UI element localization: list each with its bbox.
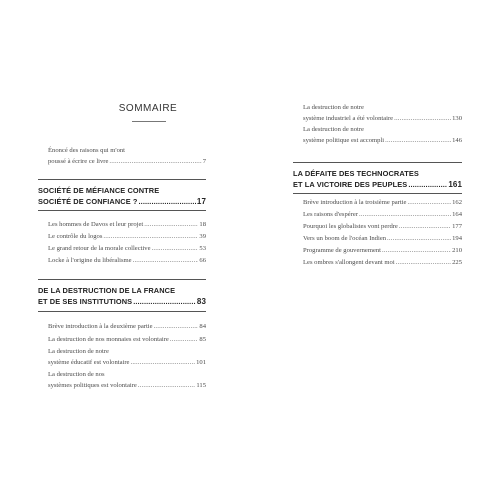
page-title: SOMMAIRE [118, 103, 178, 114]
page-number: 7 [202, 157, 206, 165]
toc-entry[interactable] [297, 103, 462, 124]
entry-text: système industriel a été volontaire [303, 114, 394, 122]
dot-leader [396, 258, 451, 269]
toc-entry[interactable] [42, 244, 206, 255]
entry-text: La destruction de notre [303, 104, 364, 111]
section-text: SOCIÉTÉ DE MÉFIANCE CONTRE [38, 186, 160, 195]
entry-text: Programme de gouvernement [303, 247, 382, 254]
entry-text: Les ombres s'allongent devant moi [303, 259, 395, 266]
dot-leader [154, 322, 199, 333]
dot-leader [139, 197, 196, 208]
section-heading-3[interactable] [293, 169, 462, 190]
toc-entry-intro[interactable] [42, 146, 206, 167]
dot-leader [109, 157, 201, 168]
toc-entry[interactable] [297, 222, 462, 233]
toc-left-column [38, 0, 206, 500]
dot-leader [408, 180, 447, 191]
toc-entry[interactable] [297, 258, 462, 269]
dot-leader [399, 222, 451, 233]
page-number: 210 [452, 247, 462, 254]
section-rule [293, 193, 462, 194]
page-number: 194 [452, 235, 462, 242]
section-rule [38, 311, 206, 312]
toc-entry[interactable] [297, 198, 462, 209]
entry-text: La destruction de notre [48, 348, 109, 355]
toc-entry[interactable] [42, 220, 206, 231]
dot-leader [138, 381, 196, 392]
entry-text: Brève introduction à la deuxième partie [48, 323, 153, 330]
page-number: 225 [452, 259, 462, 266]
toc-entry[interactable] [42, 256, 206, 267]
entry-text: La destruction de nos [48, 371, 105, 378]
page-number: 83 [196, 296, 206, 306]
dot-leader [359, 210, 451, 221]
entry-text: Le grand retour de la morale collective [48, 245, 151, 252]
toc-entry[interactable] [42, 322, 206, 333]
entry-text: Les raisons d'espérer [303, 211, 359, 218]
section-heading-1[interactable] [38, 186, 206, 207]
dot-leader [394, 114, 451, 125]
page-number: 146 [452, 136, 462, 144]
page-number: 66 [199, 257, 206, 264]
entry-text: systèmes politiques est volontaire [48, 381, 137, 389]
dot-leader [385, 136, 451, 147]
entry-text: Pourquoi les globalistes vont perdre [303, 223, 398, 230]
section-rule [38, 210, 206, 211]
section-text: DE LA DESTRUCTION DE LA FRANCE [38, 286, 176, 295]
page-number: 39 [199, 233, 206, 240]
dot-leader [170, 335, 199, 346]
entry-text: Les hommes de Davos et leur projet [48, 221, 144, 228]
page-number: 53 [199, 245, 206, 252]
dot-leader [152, 244, 199, 255]
dot-leader [133, 297, 196, 308]
page-number: 161 [448, 179, 462, 189]
toc-entry[interactable] [297, 210, 462, 221]
page-number: 101 [196, 358, 206, 366]
toc-entry[interactable] [42, 335, 206, 346]
entry-text: Locke à l'origine du libéralisme [48, 257, 132, 264]
page-number: 17 [196, 196, 206, 206]
page-number: 18 [199, 221, 206, 228]
entry-text: système politique est accompli [303, 136, 385, 144]
section-rule [38, 279, 206, 280]
entry-text: Vers un boom de l'océan Indien [303, 235, 387, 242]
entry-text: Le contrôle du logos [48, 233, 103, 240]
entry-text: La destruction de nos monnaies est volontaire [48, 336, 169, 343]
section-rule [38, 179, 206, 180]
section-text: ET LA VICTOIRE DES PEUPLES [293, 179, 408, 189]
toc-entry[interactable] [42, 347, 206, 368]
entry-text: Brève introduction à la troisième partie [303, 199, 407, 206]
section-text: LA DÉFAITE DES TECHNOCRATES [293, 169, 419, 178]
dot-leader [133, 256, 199, 267]
dot-leader [103, 232, 198, 243]
toc-entry[interactable] [42, 370, 206, 391]
toc-entry[interactable] [42, 232, 206, 243]
section-text: SOCIÉTÉ DE CONFIANCE ? [38, 196, 138, 206]
page-number: 115 [196, 381, 206, 389]
section-rule [293, 162, 462, 163]
page-number: 84 [199, 323, 206, 330]
dot-leader [130, 358, 195, 369]
entry-text: système éducatif est volontaire [48, 358, 130, 366]
page-number: 164 [452, 211, 462, 218]
toc-entry[interactable] [297, 246, 462, 257]
entry-text: Énoncé des raisons qui m'ont [48, 147, 126, 154]
dot-leader [407, 198, 451, 209]
page-number: 85 [199, 336, 206, 343]
page-number: 177 [452, 223, 462, 230]
page-number: 130 [452, 114, 462, 122]
dot-leader [382, 246, 451, 257]
toc-right-column [293, 0, 462, 500]
entry-text: La destruction de notre [303, 126, 364, 133]
section-text: ET DE SES INSTITUTIONS [38, 296, 133, 306]
dot-leader [144, 220, 198, 231]
section-heading-2[interactable] [38, 286, 206, 307]
page-number: 162 [452, 199, 462, 206]
dot-leader [387, 234, 451, 245]
toc-entry[interactable] [297, 234, 462, 245]
toc-entry[interactable] [297, 125, 462, 146]
entry-text: poussé à écrire ce livre [48, 157, 109, 165]
